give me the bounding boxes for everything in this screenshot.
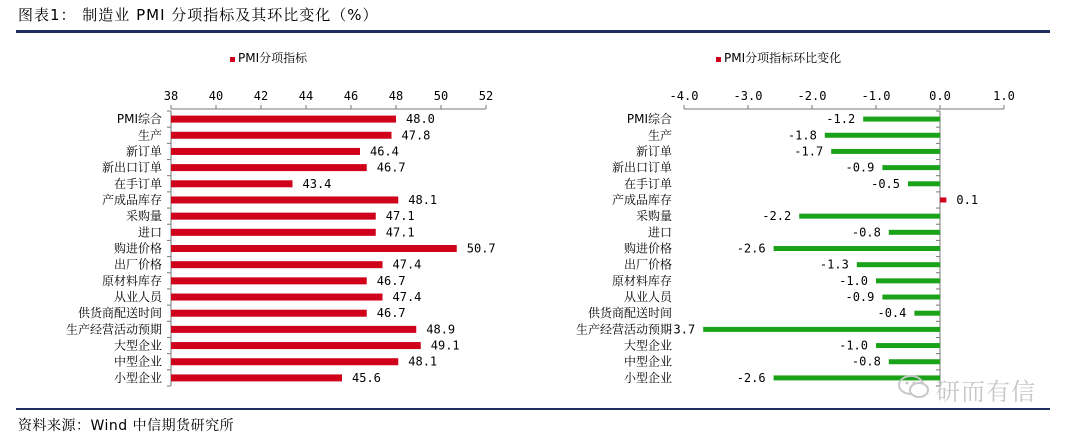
data-label: 46.7 — [376, 160, 406, 175]
bottom-rule — [16, 408, 1050, 410]
bar — [774, 246, 940, 251]
bar — [171, 245, 457, 252]
data-label: -1.0 — [839, 338, 868, 353]
x-tick-label: 38 — [163, 89, 179, 103]
x-tick-label: 48 — [388, 89, 404, 103]
category-label: 原材料库存 — [101, 273, 162, 288]
bar — [876, 278, 940, 283]
data-label: -2.6 — [736, 241, 766, 256]
bar — [171, 374, 342, 381]
wechat-icon — [898, 374, 930, 400]
data-label: 49.1 — [430, 338, 460, 353]
category-label: 新出口订单 — [611, 160, 672, 175]
figure-title: 图表1： 制造业 PMI 分项指标及其环比变化（%） — [18, 6, 379, 24]
data-label: 0.1 — [956, 192, 979, 207]
bar — [703, 327, 940, 332]
category-label: 购进价格 — [113, 241, 162, 256]
category-label: 在手订单 — [623, 176, 672, 191]
data-label: 46.4 — [370, 144, 399, 159]
x-tick-label: 40 — [208, 89, 224, 103]
bar — [889, 359, 940, 364]
bar — [171, 342, 421, 349]
data-label: -2.2 — [762, 209, 792, 224]
watermark-text: 研而有信 — [936, 378, 1036, 406]
bar — [940, 197, 946, 202]
source-note: 资料来源：Wind 中信期货研究所 — [18, 418, 235, 434]
bar — [171, 196, 398, 203]
category-label: 进口 — [137, 225, 162, 240]
category-label: 产成品库存 — [611, 192, 672, 207]
category-label: 从业人员 — [113, 290, 162, 305]
bar — [889, 230, 940, 235]
data-label: -1.8 — [787, 128, 817, 143]
category-label: 小型企业 — [623, 370, 672, 385]
category-label: 进口 — [647, 225, 672, 240]
category-label: PMI综合 — [626, 112, 672, 127]
data-label: -3.7 — [666, 322, 696, 337]
legend-label: PMI分项指标环比变化 — [724, 51, 842, 65]
x-tick-label: 52 — [478, 89, 494, 103]
data-label: -0.8 — [851, 354, 881, 369]
data-label: 45.6 — [352, 370, 381, 385]
legend-label: PMI分项指标 — [238, 51, 308, 65]
data-label: 48.9 — [426, 322, 456, 337]
x-tick-label: 1.0 — [993, 89, 1015, 103]
category-label: 新订单 — [635, 144, 672, 159]
category-label: 大型企业 — [113, 338, 162, 353]
x-tick-label: 50 — [433, 89, 449, 103]
bar — [882, 295, 940, 300]
data-label: 47.1 — [385, 209, 415, 224]
watermark — [898, 370, 1048, 406]
legend-swatch — [716, 57, 721, 62]
top-rule — [16, 30, 1050, 33]
category-label: 新订单 — [125, 144, 162, 159]
pmi-level-chart — [0, 34, 540, 404]
bar — [171, 229, 376, 236]
bar — [825, 133, 940, 138]
data-label: 46.7 — [376, 273, 406, 288]
category-label: PMI综合 — [116, 112, 162, 127]
data-label: -1.2 — [826, 112, 856, 127]
bar — [171, 261, 383, 268]
category-label: 大型企业 — [623, 338, 672, 353]
x-tick-label: -3.0 — [733, 89, 763, 103]
category-label: 产成品库存 — [101, 192, 162, 207]
bar — [171, 116, 396, 123]
pmi-change-chart — [540, 34, 1080, 404]
category-label: 小型企业 — [113, 370, 162, 385]
data-label: -0.8 — [851, 225, 881, 240]
bar — [863, 117, 940, 122]
data-label: -1.0 — [839, 273, 868, 288]
category-label: 出厂价格 — [623, 257, 672, 272]
data-label: 48.0 — [406, 112, 435, 127]
category-label: 从业人员 — [623, 290, 672, 305]
data-label: 50.7 — [466, 241, 496, 256]
category-label: 采购量 — [125, 209, 162, 224]
data-label: -1.3 — [819, 257, 849, 272]
category-label: 采购量 — [635, 209, 672, 224]
bar — [882, 165, 940, 170]
x-tick-label: -4.0 — [669, 89, 699, 103]
category-label: 供货商配送时间 — [587, 306, 672, 321]
bar — [171, 148, 360, 155]
x-tick-label: 42 — [253, 89, 269, 103]
data-label: 48.1 — [408, 192, 438, 207]
data-label: -1.7 — [794, 144, 824, 159]
bar — [171, 132, 392, 139]
category-label: 在手订单 — [113, 176, 162, 191]
bar — [857, 262, 940, 267]
bar — [171, 277, 367, 284]
bar — [914, 311, 940, 316]
category-label: 新出口订单 — [101, 160, 162, 175]
bar — [171, 358, 398, 365]
data-label: -0.9 — [845, 160, 875, 175]
bar — [171, 294, 383, 301]
data-label: -2.6 — [736, 370, 766, 385]
data-label: 47.1 — [385, 225, 415, 240]
category-label: 中型企业 — [623, 354, 672, 369]
bar — [171, 213, 376, 220]
x-tick-label: -2.0 — [797, 89, 827, 103]
data-label: -0.9 — [845, 290, 875, 305]
bar — [908, 181, 940, 186]
category-label: 购进价格 — [623, 241, 672, 256]
data-label: -0.4 — [877, 306, 907, 321]
data-label: -0.5 — [871, 176, 900, 191]
data-label: 47.8 — [401, 128, 431, 143]
category-label: 生产经营活动预期 — [65, 322, 162, 337]
bar — [171, 310, 367, 317]
category-label: 出厂价格 — [113, 257, 162, 272]
x-tick-label: -1.0 — [861, 89, 891, 103]
data-label: 47.4 — [392, 290, 422, 305]
bar — [171, 164, 367, 171]
category-label: 生产 — [647, 128, 672, 143]
data-label: 46.7 — [376, 306, 406, 321]
x-tick-label: 44 — [298, 89, 314, 103]
bar — [799, 214, 940, 219]
bar — [171, 180, 293, 187]
bar — [876, 343, 940, 348]
data-label: 43.4 — [302, 176, 332, 191]
data-label: 48.1 — [408, 354, 438, 369]
bar — [831, 149, 940, 154]
x-tick-label: 46 — [343, 89, 359, 103]
x-tick-label: 0.0 — [929, 89, 951, 103]
bar — [171, 326, 416, 333]
category-label: 生产经营活动预期 — [575, 322, 672, 337]
data-label: 47.4 — [392, 257, 422, 272]
category-label: 原材料库存 — [611, 273, 672, 288]
category-label: 生产 — [137, 128, 162, 143]
category-label: 供货商配送时间 — [77, 306, 162, 321]
legend-swatch — [230, 57, 235, 62]
category-label: 中型企业 — [113, 354, 162, 369]
